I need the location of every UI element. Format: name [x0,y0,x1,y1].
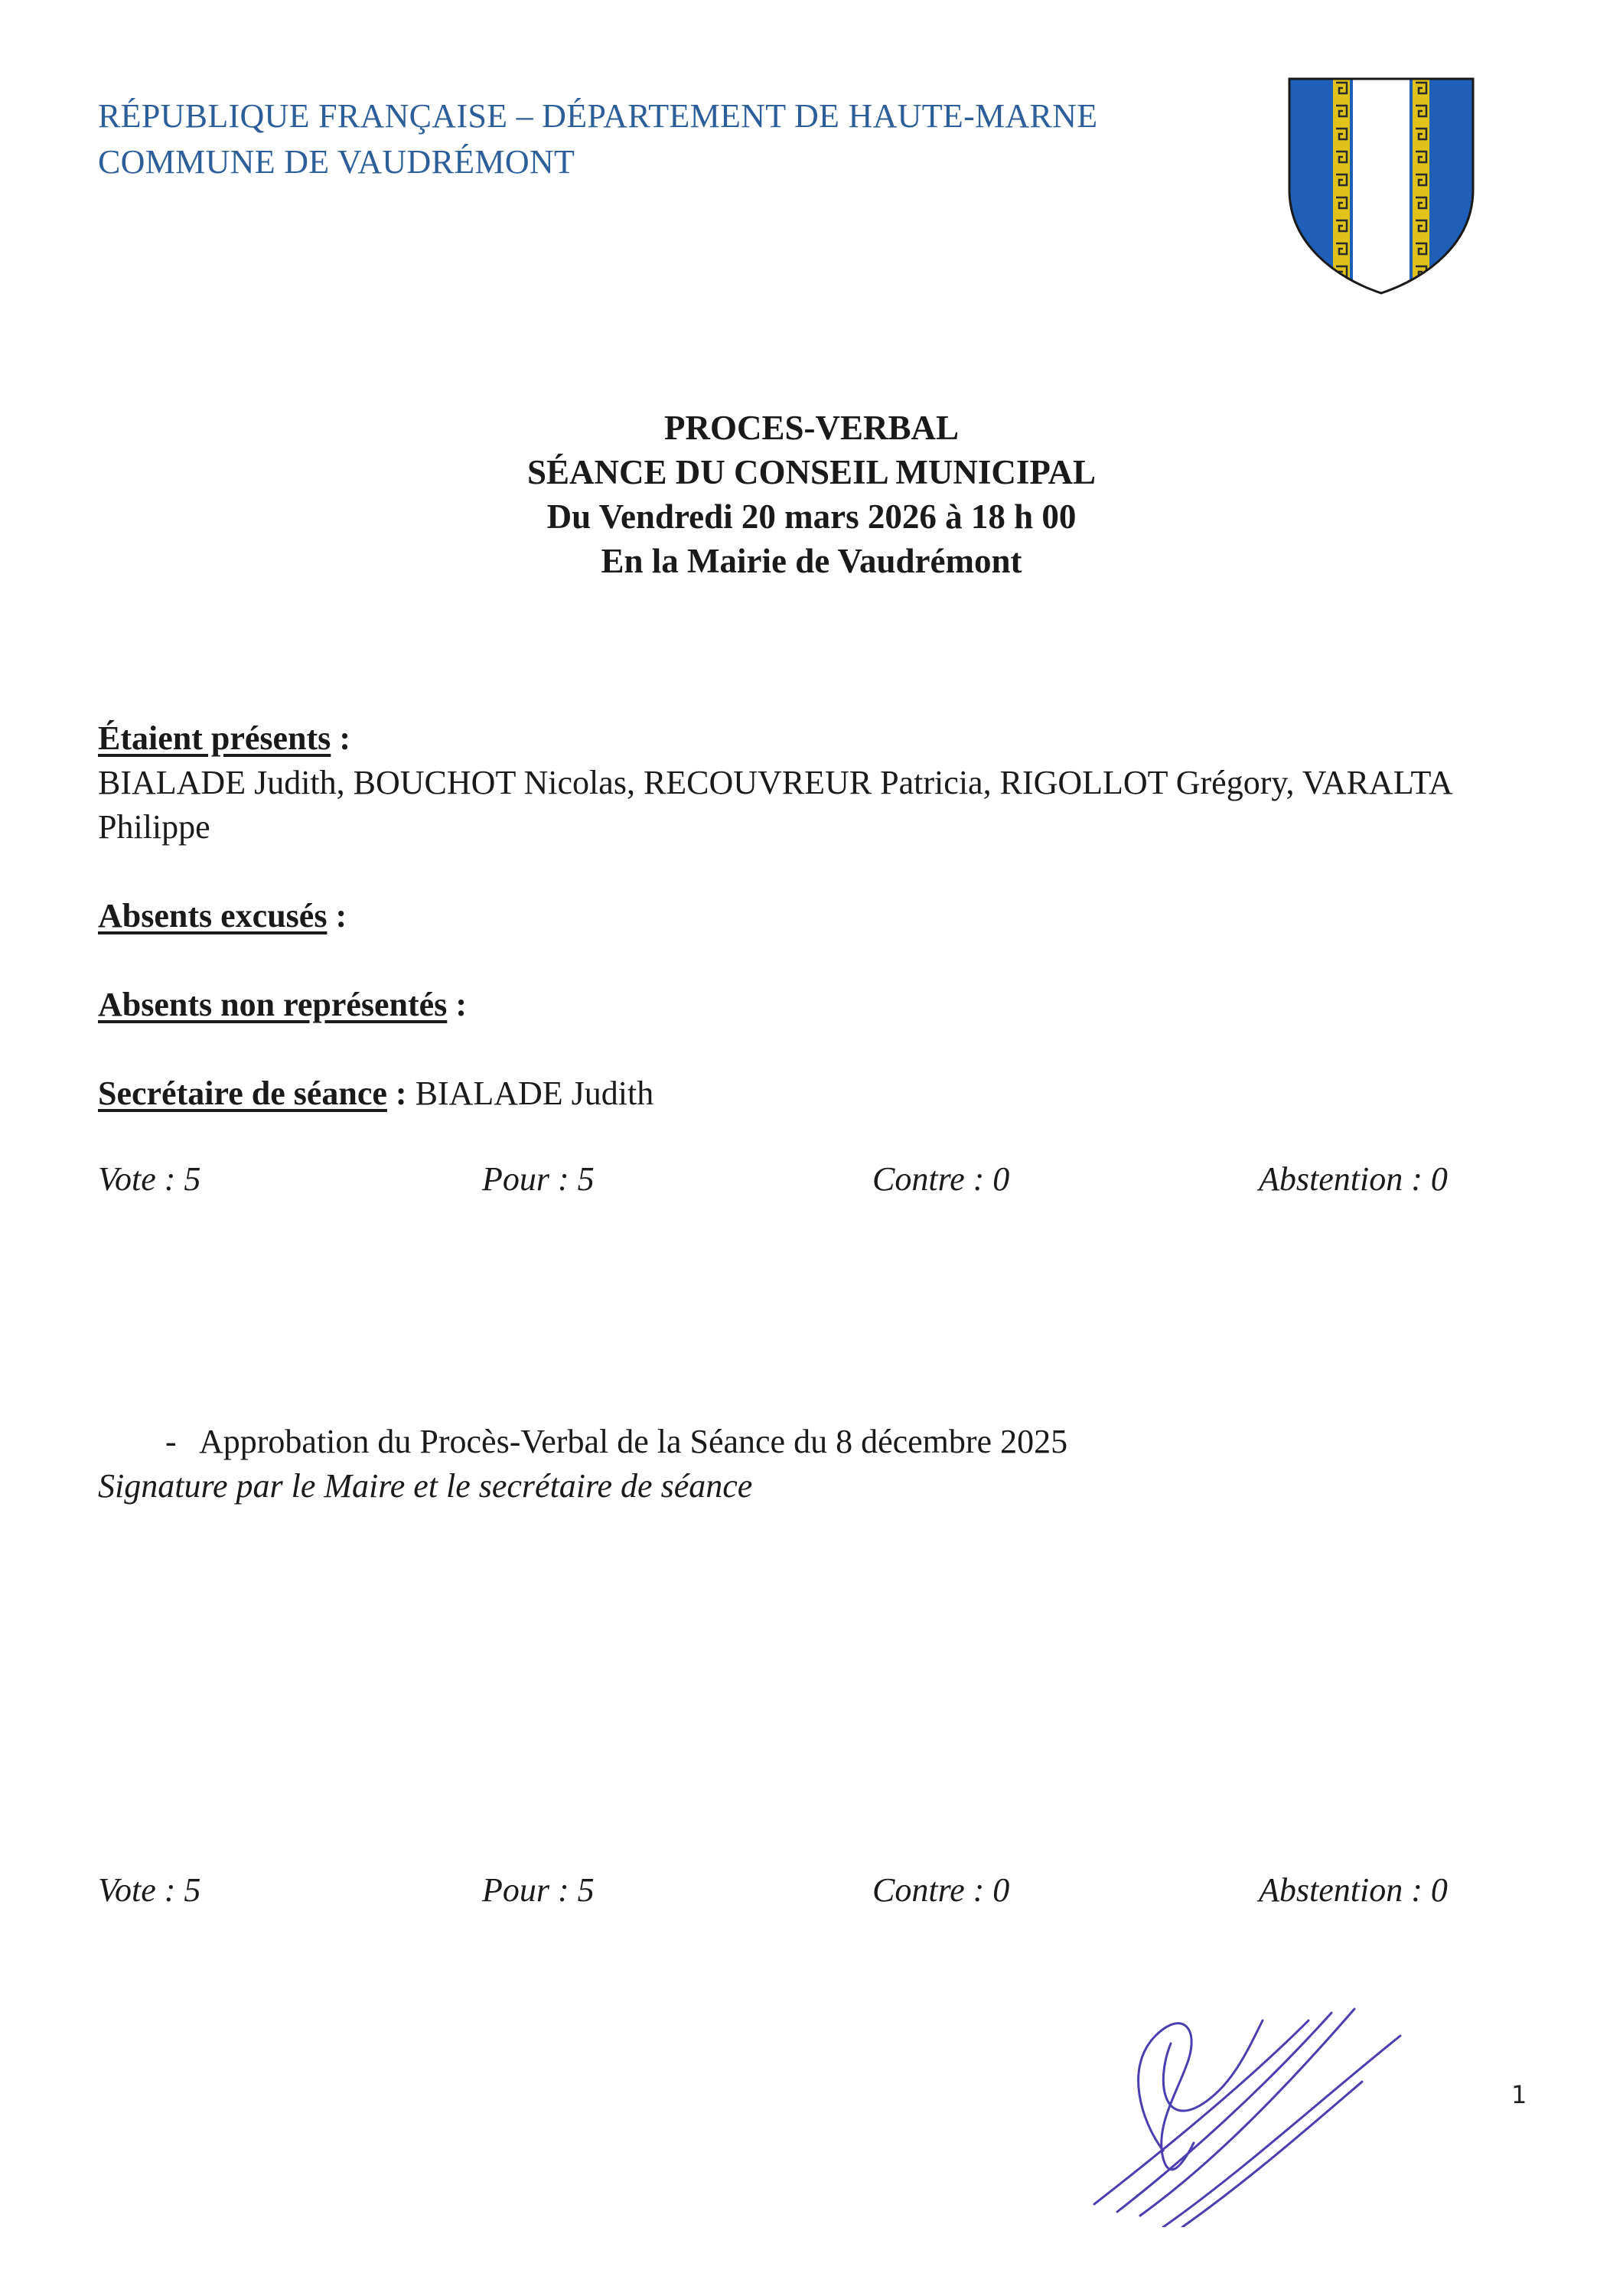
vote-contre: Contre : 0 [872,1871,1010,1909]
secretary-section [98,1071,653,1116]
not-represented-section [98,983,467,1027]
vote-abstention: Abstention : 0 [1259,1871,1448,1909]
vote-abstention: Abstention : 0 [1259,1160,1448,1198]
document-title [0,406,1623,583]
vote-pour: Pour : 5 [482,1160,595,1198]
present-label: Étaient présents [98,719,331,757]
vote-count: Vote : 5 [98,1871,201,1909]
handwritten-signature-icon [1048,1975,1416,2227]
present-names-line2: Philippe [98,808,210,846]
secretary-name: BIALADE Judith [415,1075,654,1112]
vote-pour: Pour : 5 [482,1871,595,1909]
present-section [98,716,1552,850]
agenda-note: Signature par le Maire et le secrétaire de séance [98,1467,753,1505]
not-represented-colon: : [455,986,467,1023]
letterhead-line-commune: COMMUNE DE VAUDRÉMONT [98,143,575,181]
secretary-colon: : [395,1075,407,1112]
title-location: En la Mairie de Vaudrémont [601,542,1022,580]
title-proces-verbal: PROCES-VERBAL [663,409,960,447]
letterhead [98,93,1097,185]
vote-contre: Contre : 0 [872,1160,1010,1198]
excused-colon: : [335,897,347,934]
coat-of-arms-icon [1286,75,1477,297]
present-colon: : [339,719,350,757]
secretary-label: Secrétaire de séance [98,1075,387,1112]
agenda-item-text: Approbation du Procès-Verbal de la Séance du 8 décembre 2025 [199,1423,1068,1460]
not-represented-label: Absents non représentés [98,986,448,1023]
vote-count: Vote : 5 [98,1160,201,1198]
page-number: 1 [1511,2080,1527,2109]
present-names-line1: BIALADE Judith, BOUCHOT Nicolas, RECOUVREUR Patricia, RIGOLLOT Grégory, VARALTA [98,764,1453,801]
excused-label: Absents excusés [98,897,328,934]
letterhead-line-republique: RÉPUBLIQUE FRANÇAISE – DÉPARTEMENT DE HAUTE-MARNE [98,97,1098,135]
title-seance: SÉANCE DU CONSEIL MUNICIPAL [526,453,1097,491]
excused-section [98,894,347,938]
agenda-bullet: - [165,1423,177,1460]
title-date: Du Vendredi 20 mars 2026 à 18 h 00 [546,497,1077,536]
